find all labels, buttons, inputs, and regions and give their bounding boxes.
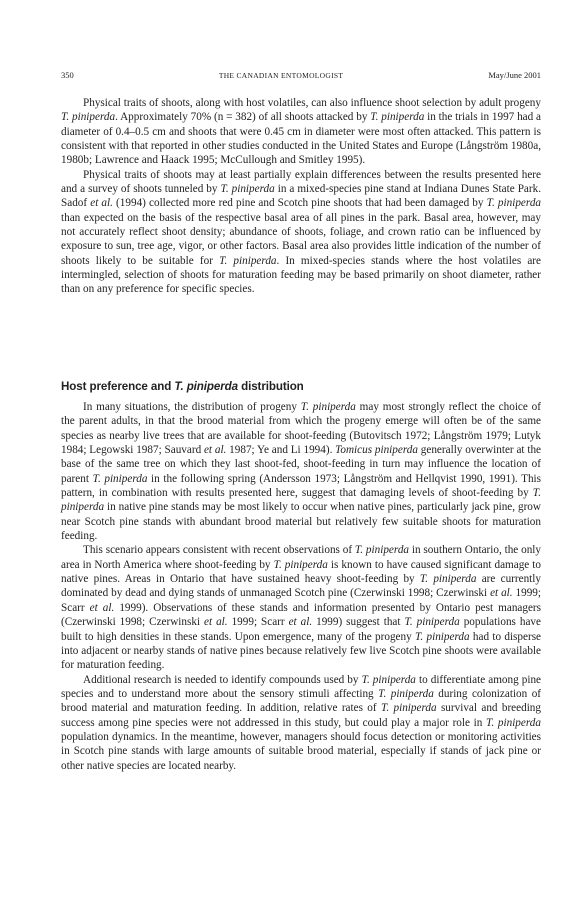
page-number: 350: [61, 70, 74, 80]
paragraph: Physical traits of shoots may at least partially explain differences between the results presented here and a survey of shoots tunneled by T. piniperda in a mixed-species pine stand at Indiana Dunes State Park. Sadof et al. (1994) collected more red pine and Scotch pine shoots that had been damaged by T. piniperda than expected on the basis of the respective basal area of all pines in the park. Basal area, however, may not accurately reflect shoot density; abundance of shoots, foliage, and crown ratio can be influenced by exposure to sun, tree age, vigor, or other factors. Basal area also provides little indication of the number of shoots likely to be suitable for T. piniperda. In mixed-species stands where the host volatiles are intermingled, selection of shoots for maturation feeding may be based primarily on shoot diameter, rather than on any preference for specific species.: [61, 168, 542, 296]
paragraph: Additional research is needed to identify compounds used by T. piniperda to differentiate among pine species and to understand more about the sensory stimuli affecting T. piniperda during colonization of brood material and maturation feeding. In addition, relative rates of T. piniperda survival and breeding success among pine species were not addressed in this study, but could play a major role in T. piniperda population dynamics. In the meantime, however, managers should focus detection or monitoring activities in Scotch pine stands with large amounts of suitable brood material, especially if stands of jack pine or other native species are located nearby.: [61, 673, 542, 772]
section-2-body: [61, 400, 541, 773]
running-header: [61, 70, 541, 84]
section-1-body: [61, 96, 541, 297]
paragraph: In many situations, the distribution of progeny T. piniperda may most strongly reflect the choice of the parent adults, in that the brood material from which the progeny emerge will often be of the same species as nearby live trees that are available for shoot-feeding (Butovitsch 1972; Långström 1979; Lutyk 1984; Legowski 1987; Sauvard et al. 1987; Ye and Li 1994). Tomicus piniperda generally overwinter at the base of the same tree on which they last shoot-fed, shoot-feeding in turn may influence the location of parent T. piniperda in the following spring (Andersson 1973; Långström and Hellqvist 1990, 1991). This pattern, in combination with results presented here, suggest that damaging levels of shoot-feeding by T. piniperda in native pine stands may be most likely to occur when native pines, particularly jack pine, grow near Scotch pine stands with abundant brood material but relatively few suitable shoots for maturation feeding.: [61, 401, 542, 543]
paragraph: Physical traits of shoots, along with host volatiles, can also influence shoot selection by adult progeny T. piniperda. Approximately 70% (n = 382) of all shoots attacked by T. piniperda in the trials in 1997 had a diameter of 0.4–0.5 cm and shoots that were 0.45 cm in diameter were most often attacked. This pattern is consistent with that reported in other studies conducted in the United States and Europe (Långström 1980a, 1980b; Lawrence and Haack 1995; McCullough and Smitley 1995).: [61, 97, 542, 167]
section-heading: Host preference and T. piniperda distribution: [61, 380, 304, 393]
issue-date: May/June 2001: [488, 70, 541, 80]
paragraph: This scenario appears consistent with recent observations of T. piniperda in southern Ontario, the only area in North America where shoot-feeding by T. piniperda is known to have caused significant damage to native pines. Areas in Ontario that have sustained heavy shoot-feeding by T. piniperda are currently dominated by dead and dying stands of unmanaged Scotch pine (Czerwinski 1998; Czerwinski et al. 1999; Scarr et al. 1999). Observations of these stands and information presented by Ontario pest managers (Czerwinski 1998; Czerwinski et al. 1999; Scarr et al. 1999) suggest that T. piniperda populations have built to high densities in these stands. Upon emergence, many of the progeny T. piniperda had to disperse into adjacent or nearby stands of native pines because relatively few live Scotch pine shoots were available for maturation feeding.: [61, 544, 542, 672]
journal-name: THE CANADIAN ENTOMOLOGIST: [218, 71, 344, 80]
